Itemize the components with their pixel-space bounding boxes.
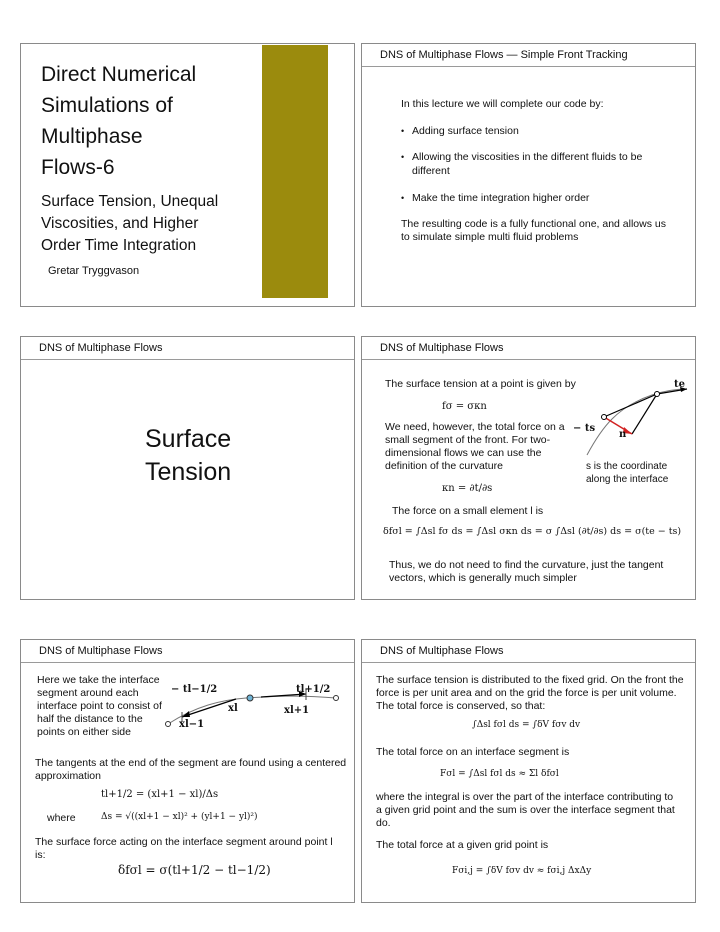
slide2-intro: In this lecture we will complete our code by: [401, 98, 604, 110]
slide5-where: where [47, 812, 76, 824]
slide4-p2: We need, however, the total force on a small segment of the front. For two-dimensional flows we can use the definition of the curvature [385, 421, 565, 472]
slide6-p4: The total force at a given grid point is [376, 839, 549, 851]
node-l [247, 695, 253, 701]
slide1-title-line-1: Direct Numerical [41, 63, 197, 86]
slide4-eq1: fσ = σκn [442, 401, 487, 412]
node-l-plus-1 [334, 696, 339, 701]
slide4-side-note: s is the coordinate along the interface [586, 461, 669, 485]
slide4-label-te: te [674, 379, 685, 390]
slide4-tangent-diagram [562, 377, 692, 457]
slide3-header-bar [21, 337, 354, 360]
slide5-label-t-minus: − tl−1/2 [171, 684, 218, 695]
slide1-olive-bar [262, 45, 328, 298]
slide6-eq2: Fσl = ∫Δsl fσl ds ≈ Σl δfσl [440, 769, 559, 779]
slide5-segment-diagram [166, 688, 356, 738]
front-point-start [602, 415, 607, 420]
slide-2 [361, 43, 696, 307]
slide3-title-line-1: Surface [145, 425, 232, 453]
triangle-side-1 [604, 394, 657, 417]
slide5-eq3: δfσl = σ(tl+1/2 − tl−1/2) [118, 863, 271, 877]
slide4-header: DNS of Multiphase Flows [380, 342, 504, 354]
node-l-minus-1 [166, 722, 171, 727]
slide1-title-line-4: Flows-6 [41, 156, 115, 179]
slide2-closing: The resulting code is a fully functional one, and allows us to simulate simple multi fluid problems [401, 218, 666, 243]
slide2-header: DNS of Multiphase Flows — Simple Front Tracking [380, 49, 628, 61]
slide2-bullet-3: • Make the time integration higher order [401, 191, 682, 205]
slide2-bullet-2: • Allowing the viscosities in the different fluids to be different [401, 150, 674, 178]
slide6-p1: The surface tension is distributed to the fixed grid. On the front the force is per unit area and on the grid the force is per unit volume. The total force is conserved, so that: [376, 674, 684, 712]
slide6-p3: where the integral is over the part of the interface contributing to a given grid point and the sum is over the interface segment that do. [376, 791, 675, 829]
slide5-label-xl: xl [228, 703, 238, 714]
slide1-title-line-2: Simulations of [41, 94, 173, 117]
slide5-label-xl-plus-1: xl+1 [284, 705, 310, 716]
slide2-bullet-1: • Adding surface tension [401, 124, 682, 138]
slide5-p2: The tangents at the end of the segment are found using a centered approximation [35, 757, 347, 782]
slide-3 [20, 336, 355, 600]
slide2-header-bar [362, 44, 695, 67]
slide4-eq2: κn = ∂t/∂s [442, 483, 493, 494]
slide-6 [361, 639, 696, 903]
slide6-eq3: Fσi,j = ∫δV fσv dv ≈ fσi,j ΔxΔy [452, 866, 592, 876]
slide4-eq3: δfσl = ∫Δsl fσ ds = ∫Δsl σκn ds = σ ∫Δsl (∂t/∂s) ds = σ(te − ts) [383, 526, 682, 537]
slide4-label-ts: − ts [573, 423, 596, 434]
slide1-subtitle-line-3: Order Time Integration [41, 237, 197, 254]
slide4-p3: The force on a small element l is [392, 505, 544, 517]
slide5-header-bar [21, 640, 354, 663]
slide1-subtitle-line-2: Viscosities, and Higher [41, 215, 199, 232]
slide5-eq1: tl+1/2 = (xl+1 − xl)/Δs [101, 789, 219, 800]
t-minus-arrowhead [182, 711, 190, 717]
slide6-eq1: ∫Δsl fσl ds = ∫δV fσv dv [472, 720, 581, 730]
slide3-title-line-2: Tension [145, 458, 232, 486]
slide4-p1: The surface tension at a point is given by [385, 378, 576, 390]
slide5-label-xl-minus-1: xl−1 [179, 719, 205, 730]
slide4-label-n: n [619, 429, 627, 440]
slide6-header-bar [362, 640, 695, 663]
slide1-subtitle-line-1: Surface Tension, Unequal [41, 193, 219, 210]
slide-5 [20, 639, 355, 903]
slide5-p3: The surface force acting on the interface segment around point l is: [35, 836, 333, 861]
slide1-author: Gretar Tryggvason [48, 265, 140, 277]
slide5-eq2: Δs = √((xl+1 − xl)² + (yl+1 − yl)²) [101, 812, 258, 822]
interface-curve [587, 389, 687, 455]
front-point-end [655, 392, 660, 397]
slide6-header: DNS of Multiphase Flows [380, 645, 504, 657]
slide-4 [361, 336, 696, 600]
slide3-header: DNS of Multiphase Flows [39, 342, 163, 354]
slide4-header-bar [362, 337, 695, 360]
slide4-p4: Thus, we do not need to find the curvature, just the tangent vectors, which is generally much simpler [389, 559, 664, 584]
slide5-header: DNS of Multiphase Flows [39, 645, 163, 657]
slide1-title-line-3: Multiphase [41, 125, 143, 148]
slide5-p1: Here we take the interface segment around each interface point to consist of half the distance to the points on either side [37, 674, 162, 738]
slide6-p2: The total force on an interface segment is [376, 746, 570, 758]
slide5-label-t-plus: tl+1/2 [296, 684, 331, 695]
